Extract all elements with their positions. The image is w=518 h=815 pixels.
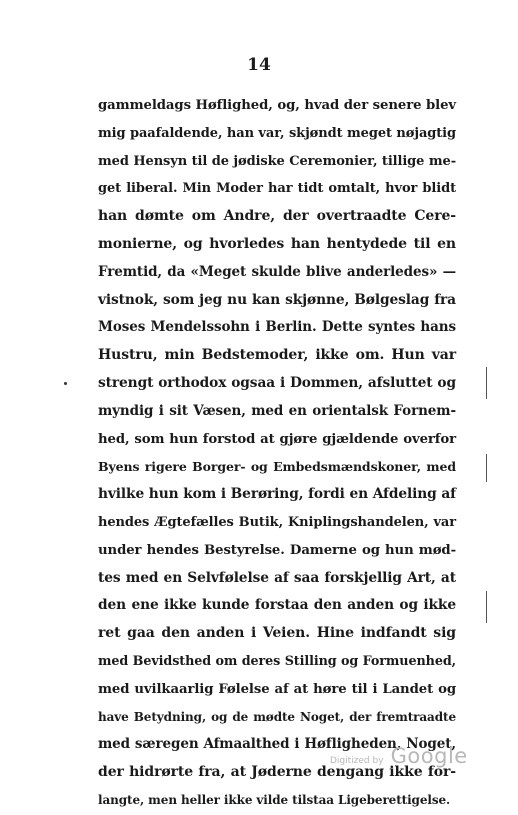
- text-line: hed, som hun forstod at gjøre gjældende overfor: [98, 431, 456, 447]
- body-text: [98, 92, 456, 815]
- text-line: hendes Ægtefælles Butik, Kniplingshandelen, var: [98, 514, 456, 530]
- margin-mark: [486, 367, 487, 399]
- text-line: Fremtid, da «Meget skulde blive anderledes» —: [98, 263, 456, 280]
- page-number: 14: [247, 55, 271, 75]
- text-line: Byens rigere Borger- og Embedsmændskoner, med: [98, 459, 456, 475]
- text-line: langte, men heller ikke vilde tilstaa Ligeberettigelse.: [98, 792, 451, 807]
- text-line: han dømte om Andre, der overtraadte Cere-: [98, 208, 456, 225]
- text-line: med uvilkaarlig Følelse af at høre til i Landet og: [98, 681, 456, 697]
- text-line: tes med en Selvfølelse af saa forskjellig Art, at: [98, 569, 456, 586]
- text-line: monierne, og hvorledes han hentydede til en: [98, 235, 456, 252]
- text-line: myndig i sit Væsen, med en orientalsk Fornem-: [98, 402, 456, 419]
- margin-mark: [486, 454, 487, 482]
- text-line: vistnok, som jeg nu kan skjønne, Bølgeslag fra: [98, 291, 456, 308]
- text-line: Hustru, min Bedstemoder, ikke om. Hun var: [98, 347, 456, 364]
- margin-mark: [486, 591, 487, 623]
- text-line: Moses Mendelssohn i Berlin. Dette syntes hans: [98, 319, 456, 336]
- text-line: den ene ikke kunde forstaa den anden og ikke: [98, 597, 456, 614]
- text-line: get liberal. Min Moder har tidt omtalt, hvor blidt: [98, 181, 456, 197]
- text-line: strengt orthodox ogsaa i Dommen, afsluttet og: [98, 374, 456, 391]
- text-line: med Bevidsthed om deres Stilling og Formuenhed,: [98, 653, 456, 669]
- watermark-brand: Google: [390, 744, 468, 768]
- margin-dot: [64, 382, 67, 385]
- text-line: der hidrørte fra, at Jøderne dengang ikke for-: [98, 764, 456, 781]
- text-line: hvilke hun kom i Berøring, fordi en Afdeling af: [98, 486, 456, 503]
- text-line: med Hensyn til de jødiske Ceremonier, tillige me-: [98, 153, 456, 169]
- text-line: have Betydning, og de mødte Noget, der fremtraadte: [98, 709, 456, 724]
- text-line: ret gaa den anden i Veien. Hine indfandt sig: [98, 625, 456, 642]
- watermark-prefix: Digitized by: [330, 756, 384, 766]
- text-line: gammeldags Høflighed, og, hvad der senere blev: [98, 98, 456, 113]
- google-watermark: [330, 744, 468, 768]
- text-line: under hendes Bestyrelse. Damerne og hun mød-: [98, 542, 456, 558]
- text-line: med særegen Afmaalthed i Høfligheden, Noget,: [98, 736, 456, 753]
- text-line: mig paafaldende, han var, skjøndt meget nøjagtig: [98, 125, 456, 141]
